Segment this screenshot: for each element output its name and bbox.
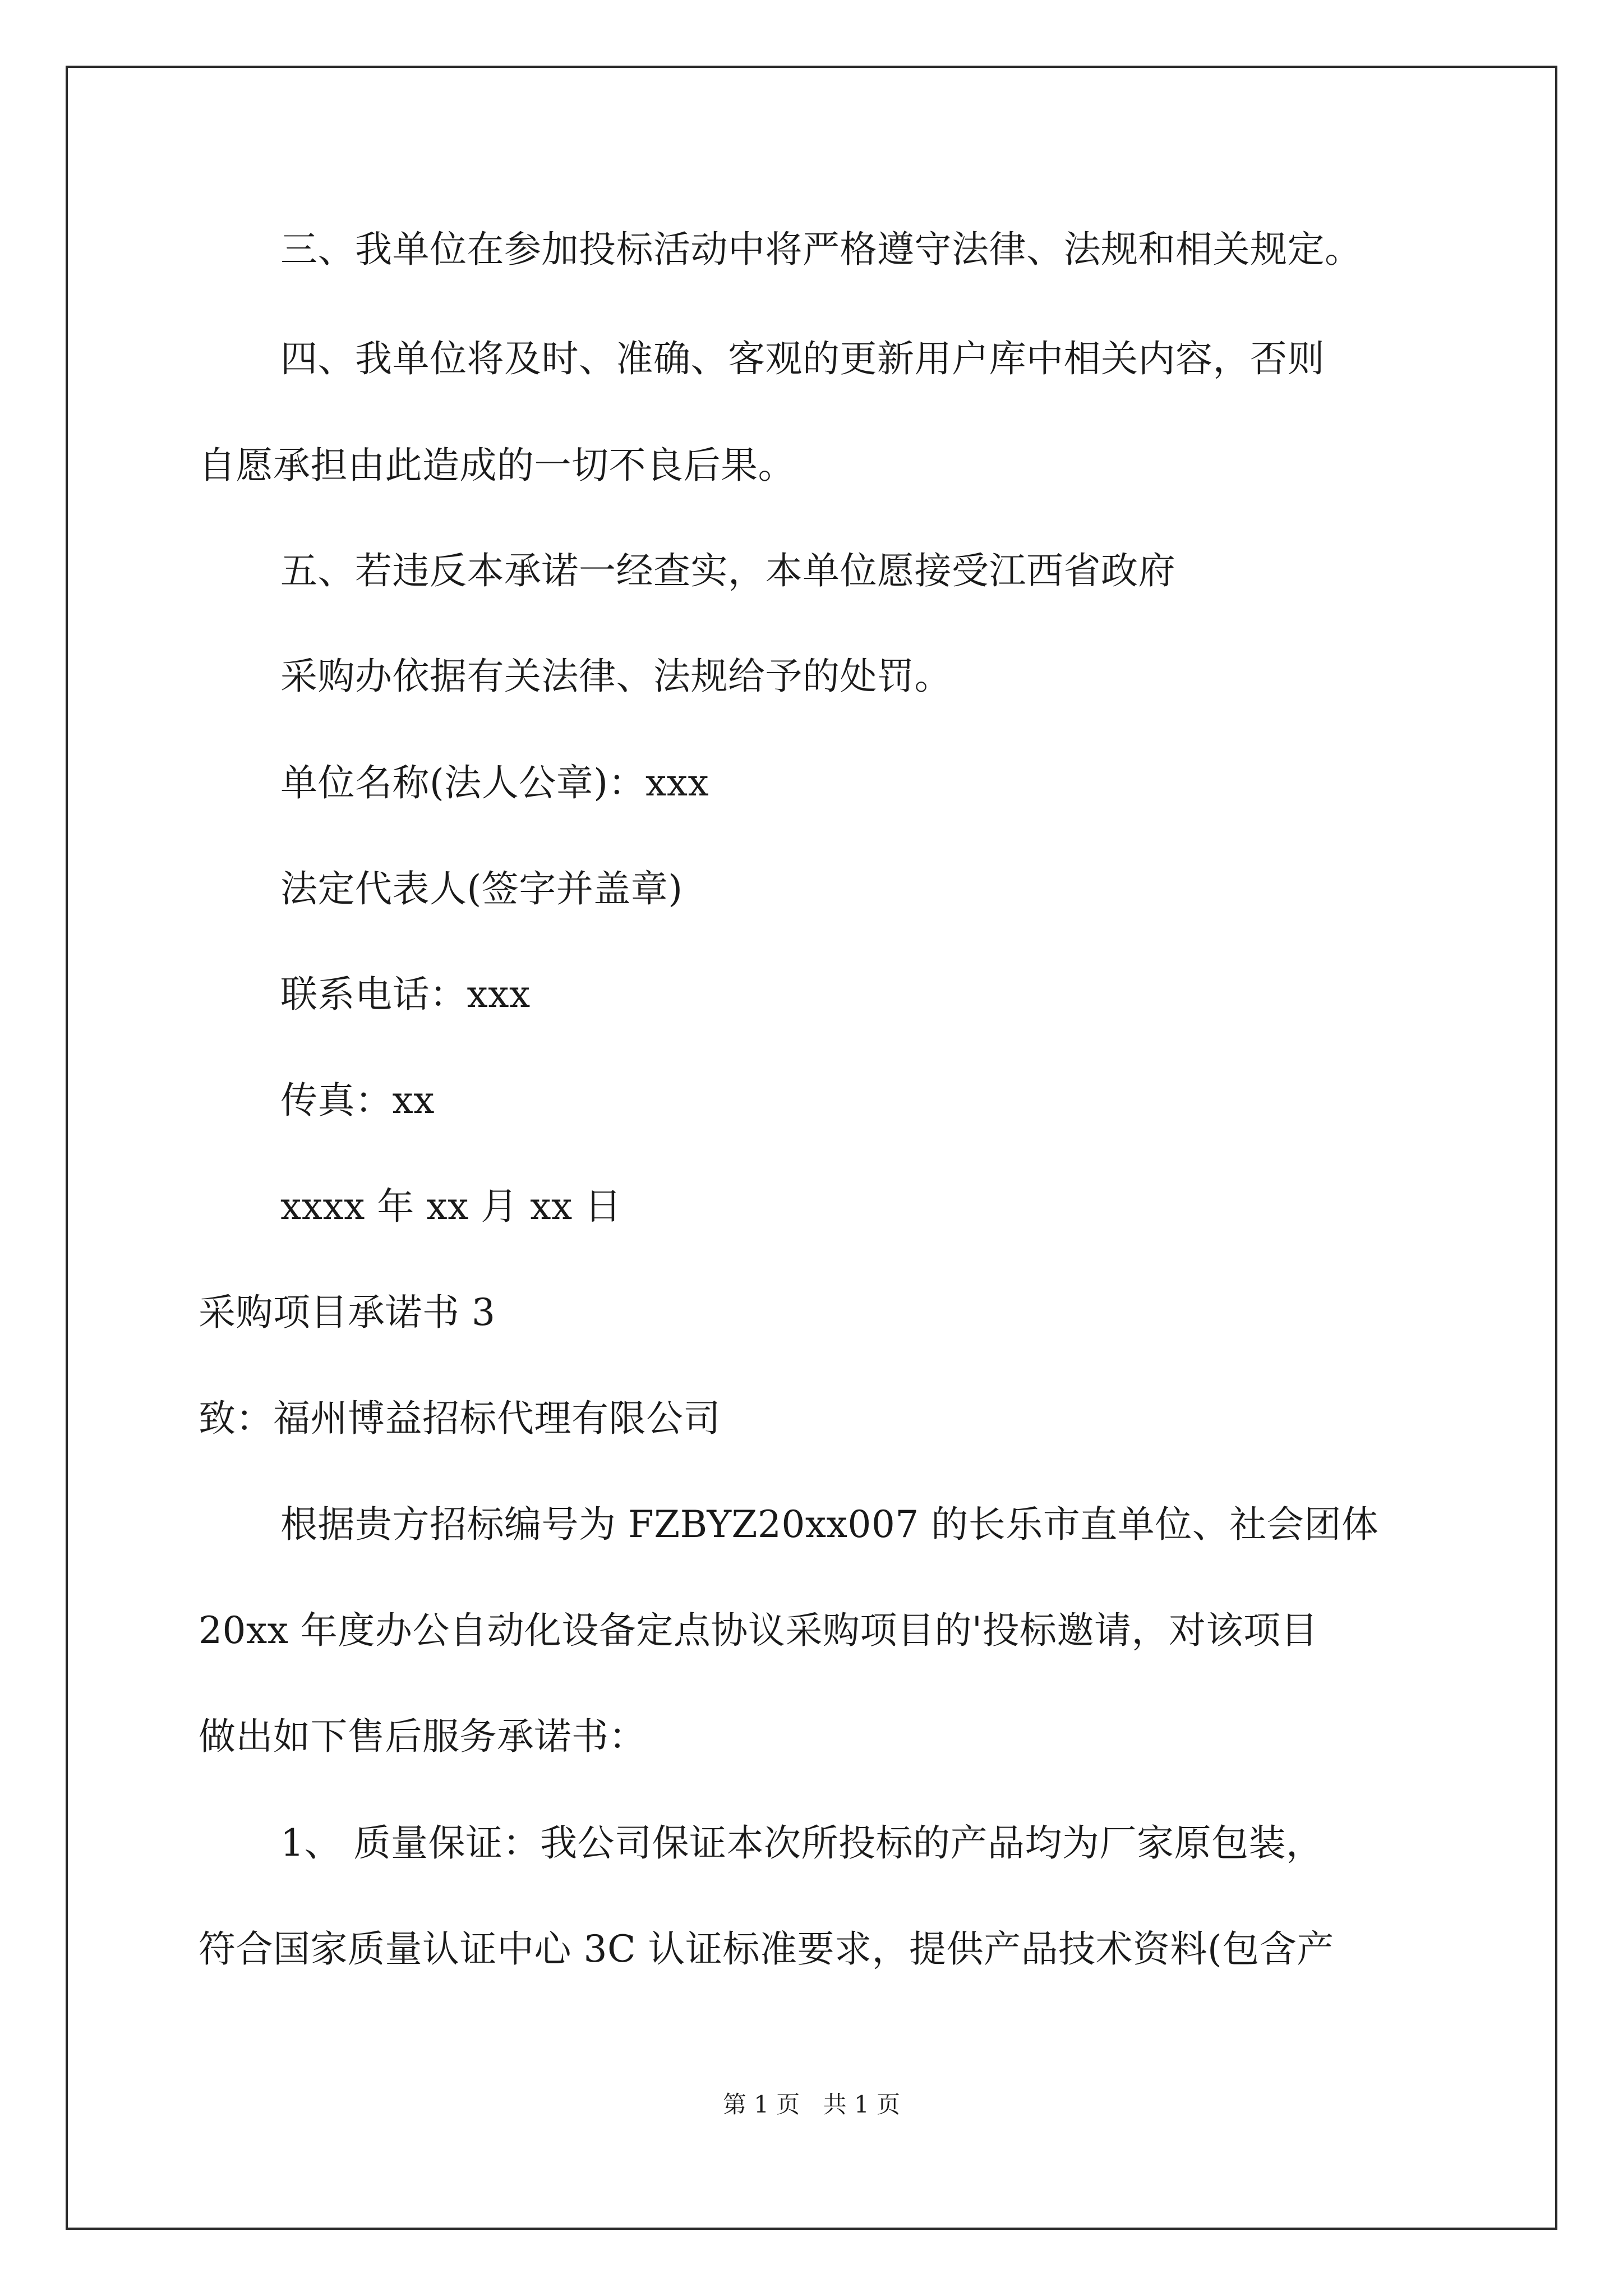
paragraph-clause-4-line-1: 四、我单位将及时、准确、客观的更新用户库中相关内容，否则 bbox=[280, 337, 1325, 380]
body-paragraph-line-1: 根据贵方招标编号为 FZBYZ20xx007 的长乐市直单位、社会团体 bbox=[280, 1503, 1379, 1546]
phone-line: 联系电话：xxx bbox=[280, 973, 531, 1016]
paragraph-clause-3: 三、我单位在参加投标活动中将严格遵守法律、法规和相关规定。 bbox=[280, 228, 1362, 271]
paragraph-clause-4-line-2: 自愿承担由此造成的一切不良后果。 bbox=[199, 444, 795, 487]
page-border bbox=[66, 66, 1557, 2230]
date-line: xxxx 年 xx 月 xx 日 bbox=[280, 1185, 622, 1228]
fax-line: 传真：xx bbox=[280, 1079, 435, 1122]
paragraph-clause-5-line-1: 五、若违反本承诺一经查实，本单位愿接受江西省政府 bbox=[280, 549, 1175, 592]
paragraph-clause-5-line-2: 采购办依据有关法律、法规给予的处罚。 bbox=[280, 655, 952, 698]
body-paragraph-line-2: 20xx 年度办公自动化设备定点协议采购项目的'投标邀请，对该项目 bbox=[199, 1609, 1318, 1652]
section-heading: 采购项目承诺书 3 bbox=[199, 1291, 496, 1334]
page-number: 第 1 页 bbox=[722, 2091, 800, 2118]
quality-clause-line-1: 1、 质量保证：我公司保证本次所投标的产品均为厂家原包装， bbox=[280, 1821, 1324, 1865]
quality-clause-line-2: 符合国家质量认证中心 3C 认证标准要求，提供产品技术资料(包含产 bbox=[199, 1927, 1334, 1971]
addressee-line: 致：福州博益招标代理有限公司 bbox=[199, 1397, 721, 1440]
body-paragraph-line-3: 做出如下售后服务承诺书： bbox=[199, 1715, 646, 1758]
page-total: 共 1 页 bbox=[823, 2091, 901, 2118]
page-footer bbox=[0, 2091, 1623, 2119]
company-name-line: 单位名称(法人公章)：xxx bbox=[280, 761, 709, 804]
legal-representative-line: 法定代表人(签字并盖章) bbox=[280, 867, 683, 910]
